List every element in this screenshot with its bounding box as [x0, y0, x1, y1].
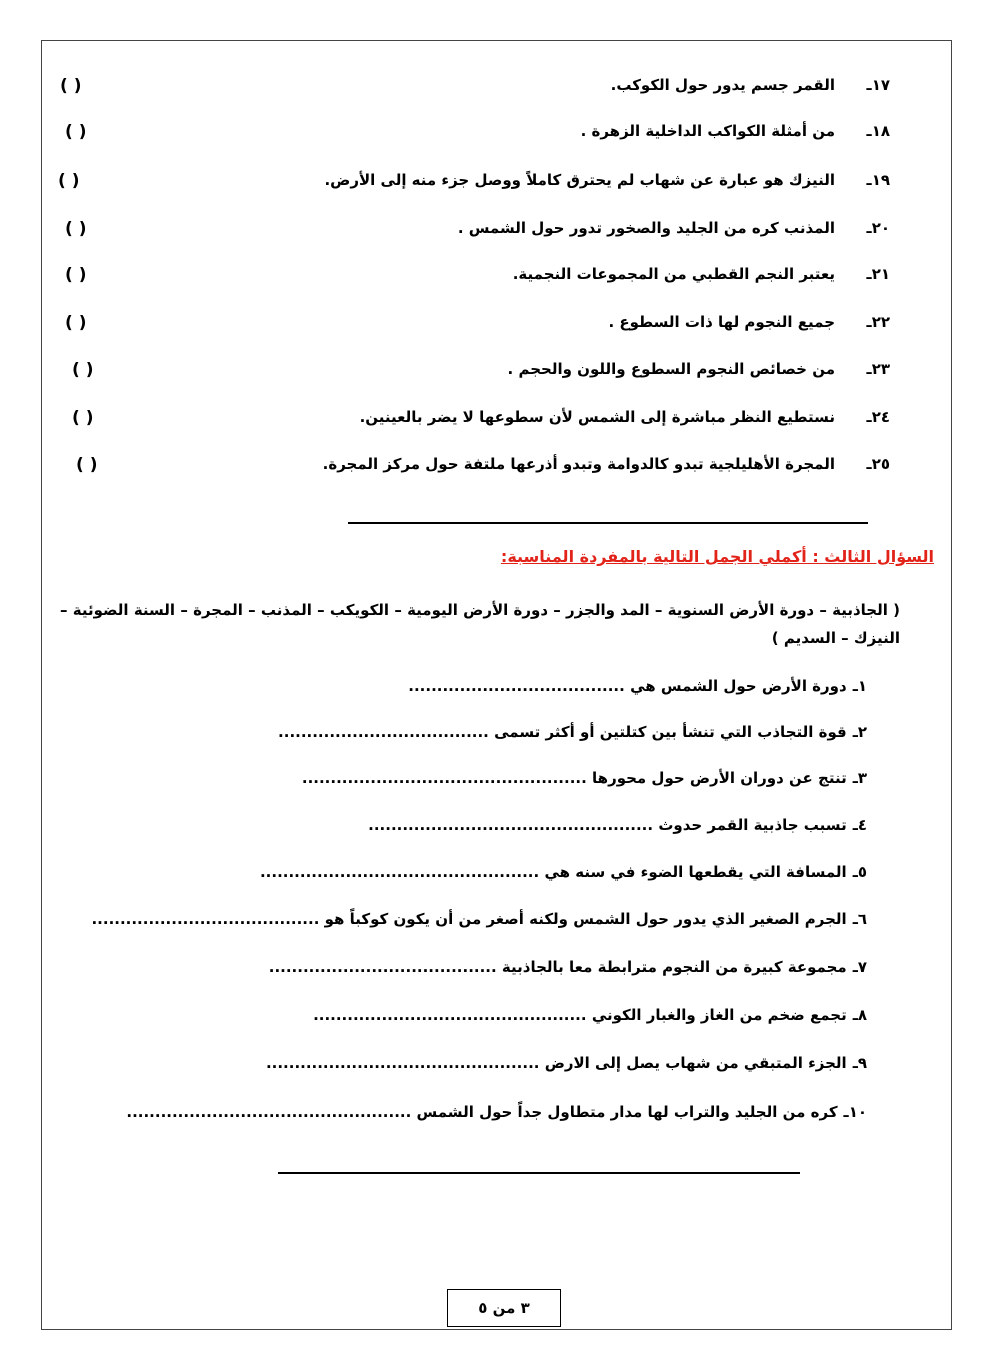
- item-statement: المسافة التي يقطعها الضوء في سنه هي: [544, 863, 847, 881]
- item-statement: جميع النجوم لها ذات السطوع .: [608, 313, 835, 331]
- question-3-title: السؤال الثالث : أكملي الجمل التالية بالمفردة المناسبة:: [500, 547, 934, 566]
- tf-item-17: [50, 70, 890, 106]
- answer-parentheses[interactable]: ( ): [76, 455, 98, 475]
- answer-parentheses[interactable]: ( ): [65, 265, 87, 285]
- item-number: ٢ـ: [852, 723, 867, 741]
- item-number: ١٧ـ: [866, 76, 890, 94]
- answer-blank[interactable]: ........................................: [268, 958, 497, 976]
- item-statement: القمر جسم يدور حول الكوكب.: [610, 76, 835, 94]
- item-statement: مجموعة كبيرة من النجوم مترابطة معا بالجاذبية: [501, 958, 847, 976]
- tf-item-19: [50, 165, 890, 201]
- fill-item-3: [302, 769, 867, 787]
- answer-parentheses[interactable]: ( ): [60, 76, 82, 96]
- item-statement: من خصائص النجوم السطوع واللون والحجم .: [507, 360, 835, 378]
- item-statement: دورة الأرض حول الشمس هي: [630, 677, 847, 695]
- item-statement: الجزء المتبقي من شهاب يصل إلى الارض: [544, 1054, 847, 1072]
- answer-parentheses[interactable]: ( ): [65, 219, 87, 239]
- item-statement: تنتج عن دوران الأرض حول محورها: [592, 769, 847, 787]
- item-number: ٣ـ: [852, 769, 867, 787]
- answer-blank[interactable]: ................................................: [313, 1006, 587, 1024]
- tf-item-22: [50, 307, 890, 343]
- item-number: ٨ـ: [852, 1006, 867, 1024]
- page-number-box: [447, 1289, 561, 1327]
- tf-item-18: [50, 116, 890, 152]
- answer-blank[interactable]: .................................................: [259, 863, 540, 881]
- word-bank: ( الجاذبية – دورة الأرض السنوية – المد والجزر – دورة الأرض اليومية – الكويكب – المذنب – المجرة – السنة الضوئية – النيزك – السديم ): [60, 601, 900, 647]
- tf-item-21: [50, 259, 890, 295]
- fill-item-1: [408, 677, 867, 695]
- answer-blank[interactable]: ..................................................: [301, 769, 587, 787]
- item-statement: من أمثلة الكواكب الداخلية الزهرة .: [580, 122, 835, 140]
- fill-item-6: [91, 910, 867, 928]
- item-statement: المجرة الأهليلجية تبدو كالدوامة وتبدو أذرعها ملتفة حول مركز المجرة.: [322, 455, 835, 473]
- fill-item-8: [313, 1006, 867, 1024]
- item-statement: النيزك هو عبارة عن شهاب لم يحترق كاملاً ووصل جزء منه إلى الأرض.: [324, 171, 835, 189]
- fill-item-10: [126, 1103, 867, 1121]
- item-statement: تجمع ضخم من الغاز والغبار الكوني: [591, 1006, 847, 1024]
- item-number: ٤ـ: [852, 816, 867, 834]
- page-number: ٣ من ٥: [478, 1299, 530, 1317]
- fill-item-7: [269, 958, 867, 976]
- item-number: ٩ـ: [852, 1054, 867, 1072]
- answer-blank[interactable]: ......................................: [408, 677, 625, 695]
- tf-item-20: [50, 213, 890, 249]
- item-number: ٢٤ـ: [866, 408, 890, 426]
- item-number: ٢٥ـ: [866, 455, 890, 473]
- section-divider: [278, 1172, 800, 1174]
- item-statement: نستطيع النظر مباشرة إلى الشمس لأن سطوعها لا يضر بالعينين.: [359, 408, 835, 426]
- item-number: ٢٣ـ: [866, 360, 890, 378]
- item-number: ٥ـ: [852, 863, 867, 881]
- fill-item-9: [266, 1054, 867, 1072]
- answer-blank[interactable]: ..................................................: [368, 816, 654, 834]
- item-number: ٧ـ: [852, 958, 867, 976]
- item-number: ٢٢ـ: [866, 313, 890, 331]
- answer-parentheses[interactable]: ( ): [58, 171, 80, 191]
- item-statement: الجرم الصغير الذي يدور حول الشمس ولكنه أصغر من أن يكون كوكباً هو: [324, 910, 847, 928]
- section-divider: [348, 522, 868, 524]
- item-statement: تسبب جاذبية القمر حدوث: [658, 816, 847, 834]
- item-statement: المذنب كره من الجليد والصخور تدور حول الشمس .: [457, 219, 835, 237]
- fill-item-4: [368, 816, 867, 834]
- item-number: ١ـ: [852, 677, 867, 695]
- tf-item-24: [50, 402, 890, 438]
- fill-item-2: [278, 723, 867, 741]
- answer-parentheses[interactable]: ( ): [65, 313, 87, 333]
- answer-parentheses[interactable]: ( ): [65, 122, 87, 142]
- item-number: ٢١ـ: [866, 265, 890, 283]
- item-statement: قوة التجاذب التي تنشأ بين كتلتين أو أكثر تسمى: [494, 723, 847, 741]
- answer-parentheses[interactable]: ( ): [72, 360, 94, 380]
- item-number: ١٩ـ: [866, 171, 890, 189]
- answer-blank[interactable]: ........................................: [91, 910, 320, 928]
- item-statement: يعتبر النجم القطبي من المجموعات النجمية.: [512, 265, 835, 283]
- answer-blank[interactable]: ..................................................: [126, 1103, 412, 1121]
- item-statement: كره من الجليد والتراب لها مدار متطاول جداً حول الشمس: [416, 1103, 838, 1121]
- answer-blank[interactable]: .....................................: [278, 723, 489, 741]
- tf-item-23: [50, 354, 890, 390]
- fill-item-5: [260, 863, 867, 881]
- item-number: ١٨ـ: [866, 122, 890, 140]
- tf-item-25: [50, 449, 890, 485]
- answer-blank[interactable]: ................................................: [265, 1054, 540, 1072]
- answer-parentheses[interactable]: ( ): [72, 408, 94, 428]
- item-number: ٦ـ: [852, 910, 867, 928]
- item-number: ١٠ـ: [843, 1103, 867, 1121]
- item-number: ٢٠ـ: [866, 219, 890, 237]
